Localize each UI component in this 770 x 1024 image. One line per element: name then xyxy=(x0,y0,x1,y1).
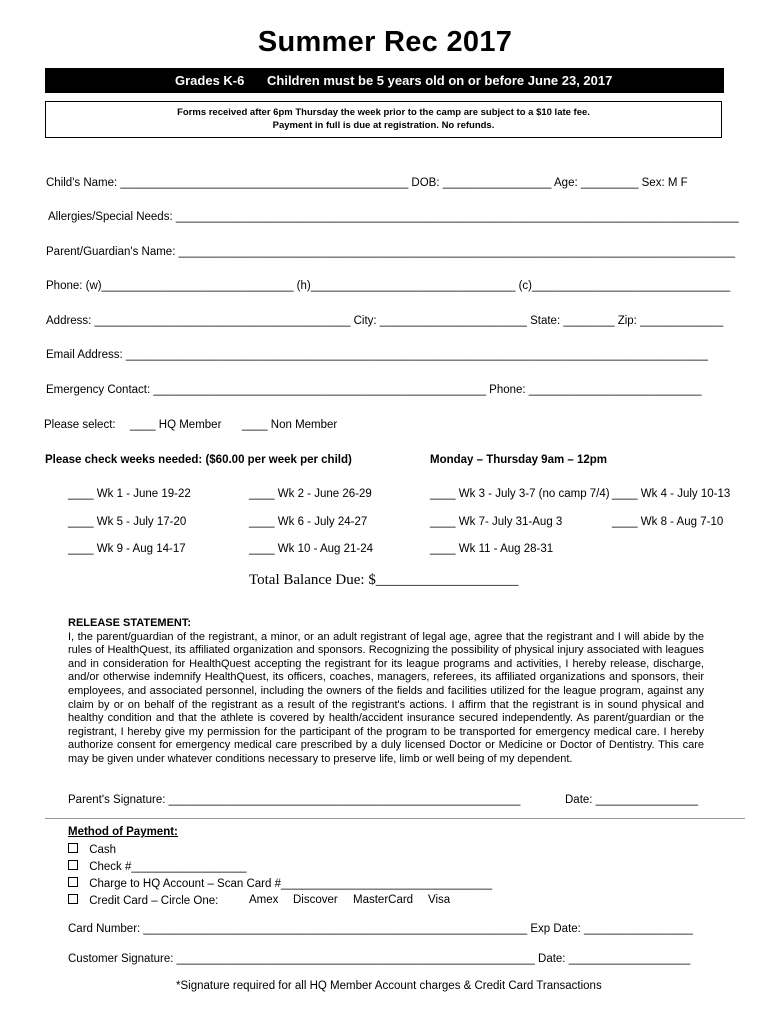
cash-option[interactable] xyxy=(68,843,116,856)
week-7-option[interactable]: ____ Wk 7- July 31-Aug 3 xyxy=(430,516,563,528)
week-8-option[interactable]: ____ Wk 8 - Aug 7-10 xyxy=(612,516,724,528)
grades-banner xyxy=(45,68,724,93)
week-5-option[interactable]: ____ Wk 5 - July 17-20 xyxy=(68,516,187,528)
checkbox-icon[interactable] xyxy=(68,843,78,853)
signature-footnote: *Signature required for all HQ Member Account charges & Credit Card Transactions xyxy=(176,980,602,992)
credit-card-label: Credit Card – Circle One: xyxy=(89,895,219,907)
non-member-option[interactable]: ____ Non Member xyxy=(242,419,338,431)
phone-field[interactable]: Phone: (w)______________________________ (h)________________________________ (c)_______________________________ xyxy=(46,280,731,292)
emergency-contact-field[interactable]: Emergency Contact: ____________________________________________________ Phone: ___________________________ xyxy=(46,384,702,396)
membership-prompt: Please select: xyxy=(44,419,116,431)
check-option[interactable] xyxy=(68,860,247,873)
customer-signature-field[interactable]: Customer Signature: ________________________________________________________ Date: ___________________ xyxy=(68,953,691,965)
camp-hours: Monday – Thursday 9am – 12pm xyxy=(430,454,608,466)
release-heading: RELEASE STATEMENT: xyxy=(68,617,192,629)
total-balance-field[interactable]: Total Balance Due: $___________________ xyxy=(249,572,519,588)
grades-label: Grades K-6 xyxy=(175,73,245,88)
card-type-mastercard[interactable]: MasterCard xyxy=(353,894,414,906)
checkbox-icon[interactable] xyxy=(68,894,78,904)
charge-option[interactable] xyxy=(68,877,492,890)
card-type-amex[interactable]: Amex xyxy=(249,894,279,906)
card-type-discover[interactable]: Discover xyxy=(293,894,338,906)
notice-line-2: Payment in full is due at registration. No refunds. xyxy=(272,120,495,131)
notice-line-1: Forms received after 6pm Thursday the week prior to the camp are subject to a $10 late fee. xyxy=(177,107,590,118)
week-3-option[interactable]: ____ Wk 3 - July 3-7 (no camp 7/4) xyxy=(430,488,610,500)
cash-label: Cash xyxy=(89,844,117,856)
address-field[interactable]: Address: ________________________________________ City: _______________________ State: ________ Zip: _____________ xyxy=(46,315,724,327)
age-rule: Children must be 5 years old on or before June 23, 2017 xyxy=(267,73,613,88)
week-6-option[interactable]: ____ Wk 6 - July 24-27 xyxy=(249,516,368,528)
late-fee-notice xyxy=(45,101,722,138)
week-10-option[interactable]: ____ Wk 10 - Aug 21-24 xyxy=(249,543,374,555)
card-type-visa[interactable]: Visa xyxy=(428,894,451,906)
page-title: Summer Rec 2017 xyxy=(257,26,513,58)
section-divider xyxy=(45,818,745,819)
payment-heading: Method of Payment: xyxy=(68,826,178,838)
email-field[interactable]: Email Address: ___________________________________________________________________________________________ xyxy=(46,349,708,361)
parent-name-field[interactable]: Parent/Guardian's Name: _______________________________________________________________________________________ xyxy=(46,246,736,258)
charge-label: Charge to HQ Account – Scan Card #_________________________________ xyxy=(89,878,493,890)
week-9-option[interactable]: ____ Wk 9 - Aug 14-17 xyxy=(68,543,186,555)
credit-card-option[interactable] xyxy=(68,894,218,907)
release-body: I, the parent/guardian of the registrant, a minor, or an adult registrant of legal age, agree that the registrant and I will abide by the rules of HealthQuest, its affiliated organization and sponsors. Recognizing the possibility of physical injury associated with leagues and in consideration for HealthQuest accepting the registrant for its league programs and activities, I hereby release, discharge, and/or otherwise indemnify HealthQuest, its officers, coaches, managers, referees, its affiliated organizations and sponsors, their employees, and associated personnel, including the owners of the fields and facilities utilized for the league program, against any claim by or on behalf of the registrant as a result of the registrant's actions. I affirm that the registrant is in sound physical and healthy condition and that the athlete is covered by health/accident insurance secured independently. As parent/guardian or the registrant, I hereby give my permission for the participant of the program to be transported for emergency medical care. I hereby authorize consent for emergency medical care prescribed by a duly licensed Doctor or Medicine or Doctor of Dentistry. This care may be given under whatever conditions necessary to preserve life, limb or well being of my dependent. xyxy=(68,630,704,765)
checkbox-icon[interactable] xyxy=(68,877,78,887)
parent-signature-field[interactable]: Parent's Signature: _______________________________________________________ xyxy=(68,794,521,806)
week-2-option[interactable]: ____ Wk 2 - June 26-29 xyxy=(249,488,372,500)
release-statement xyxy=(68,617,704,767)
weeks-header: Please check weeks needed: ($60.00 per week per child) xyxy=(45,454,352,466)
card-number-field[interactable]: Card Number: ____________________________________________________________ Exp Date: _________________ xyxy=(68,923,693,935)
check-label: Check #__________________ xyxy=(89,861,247,873)
week-4-option[interactable]: ____ Wk 4 - July 10-13 xyxy=(612,488,731,500)
signature-date-field[interactable]: Date: ________________ xyxy=(565,794,699,806)
checkbox-icon[interactable] xyxy=(68,860,78,870)
allergies-field[interactable]: Allergies/Special Needs: ________________________________________________________________________________________ xyxy=(48,211,739,223)
hq-member-option[interactable]: ____ HQ Member xyxy=(130,419,222,431)
child-name-field[interactable]: Child's Name: _____________________________________________ DOB: _________________ Age: _________ Sex: M F xyxy=(46,177,688,189)
week-11-option[interactable]: ____ Wk 11 - Aug 28-31 xyxy=(430,543,554,555)
week-1-option[interactable]: ____ Wk 1 - June 19-22 xyxy=(68,488,191,500)
